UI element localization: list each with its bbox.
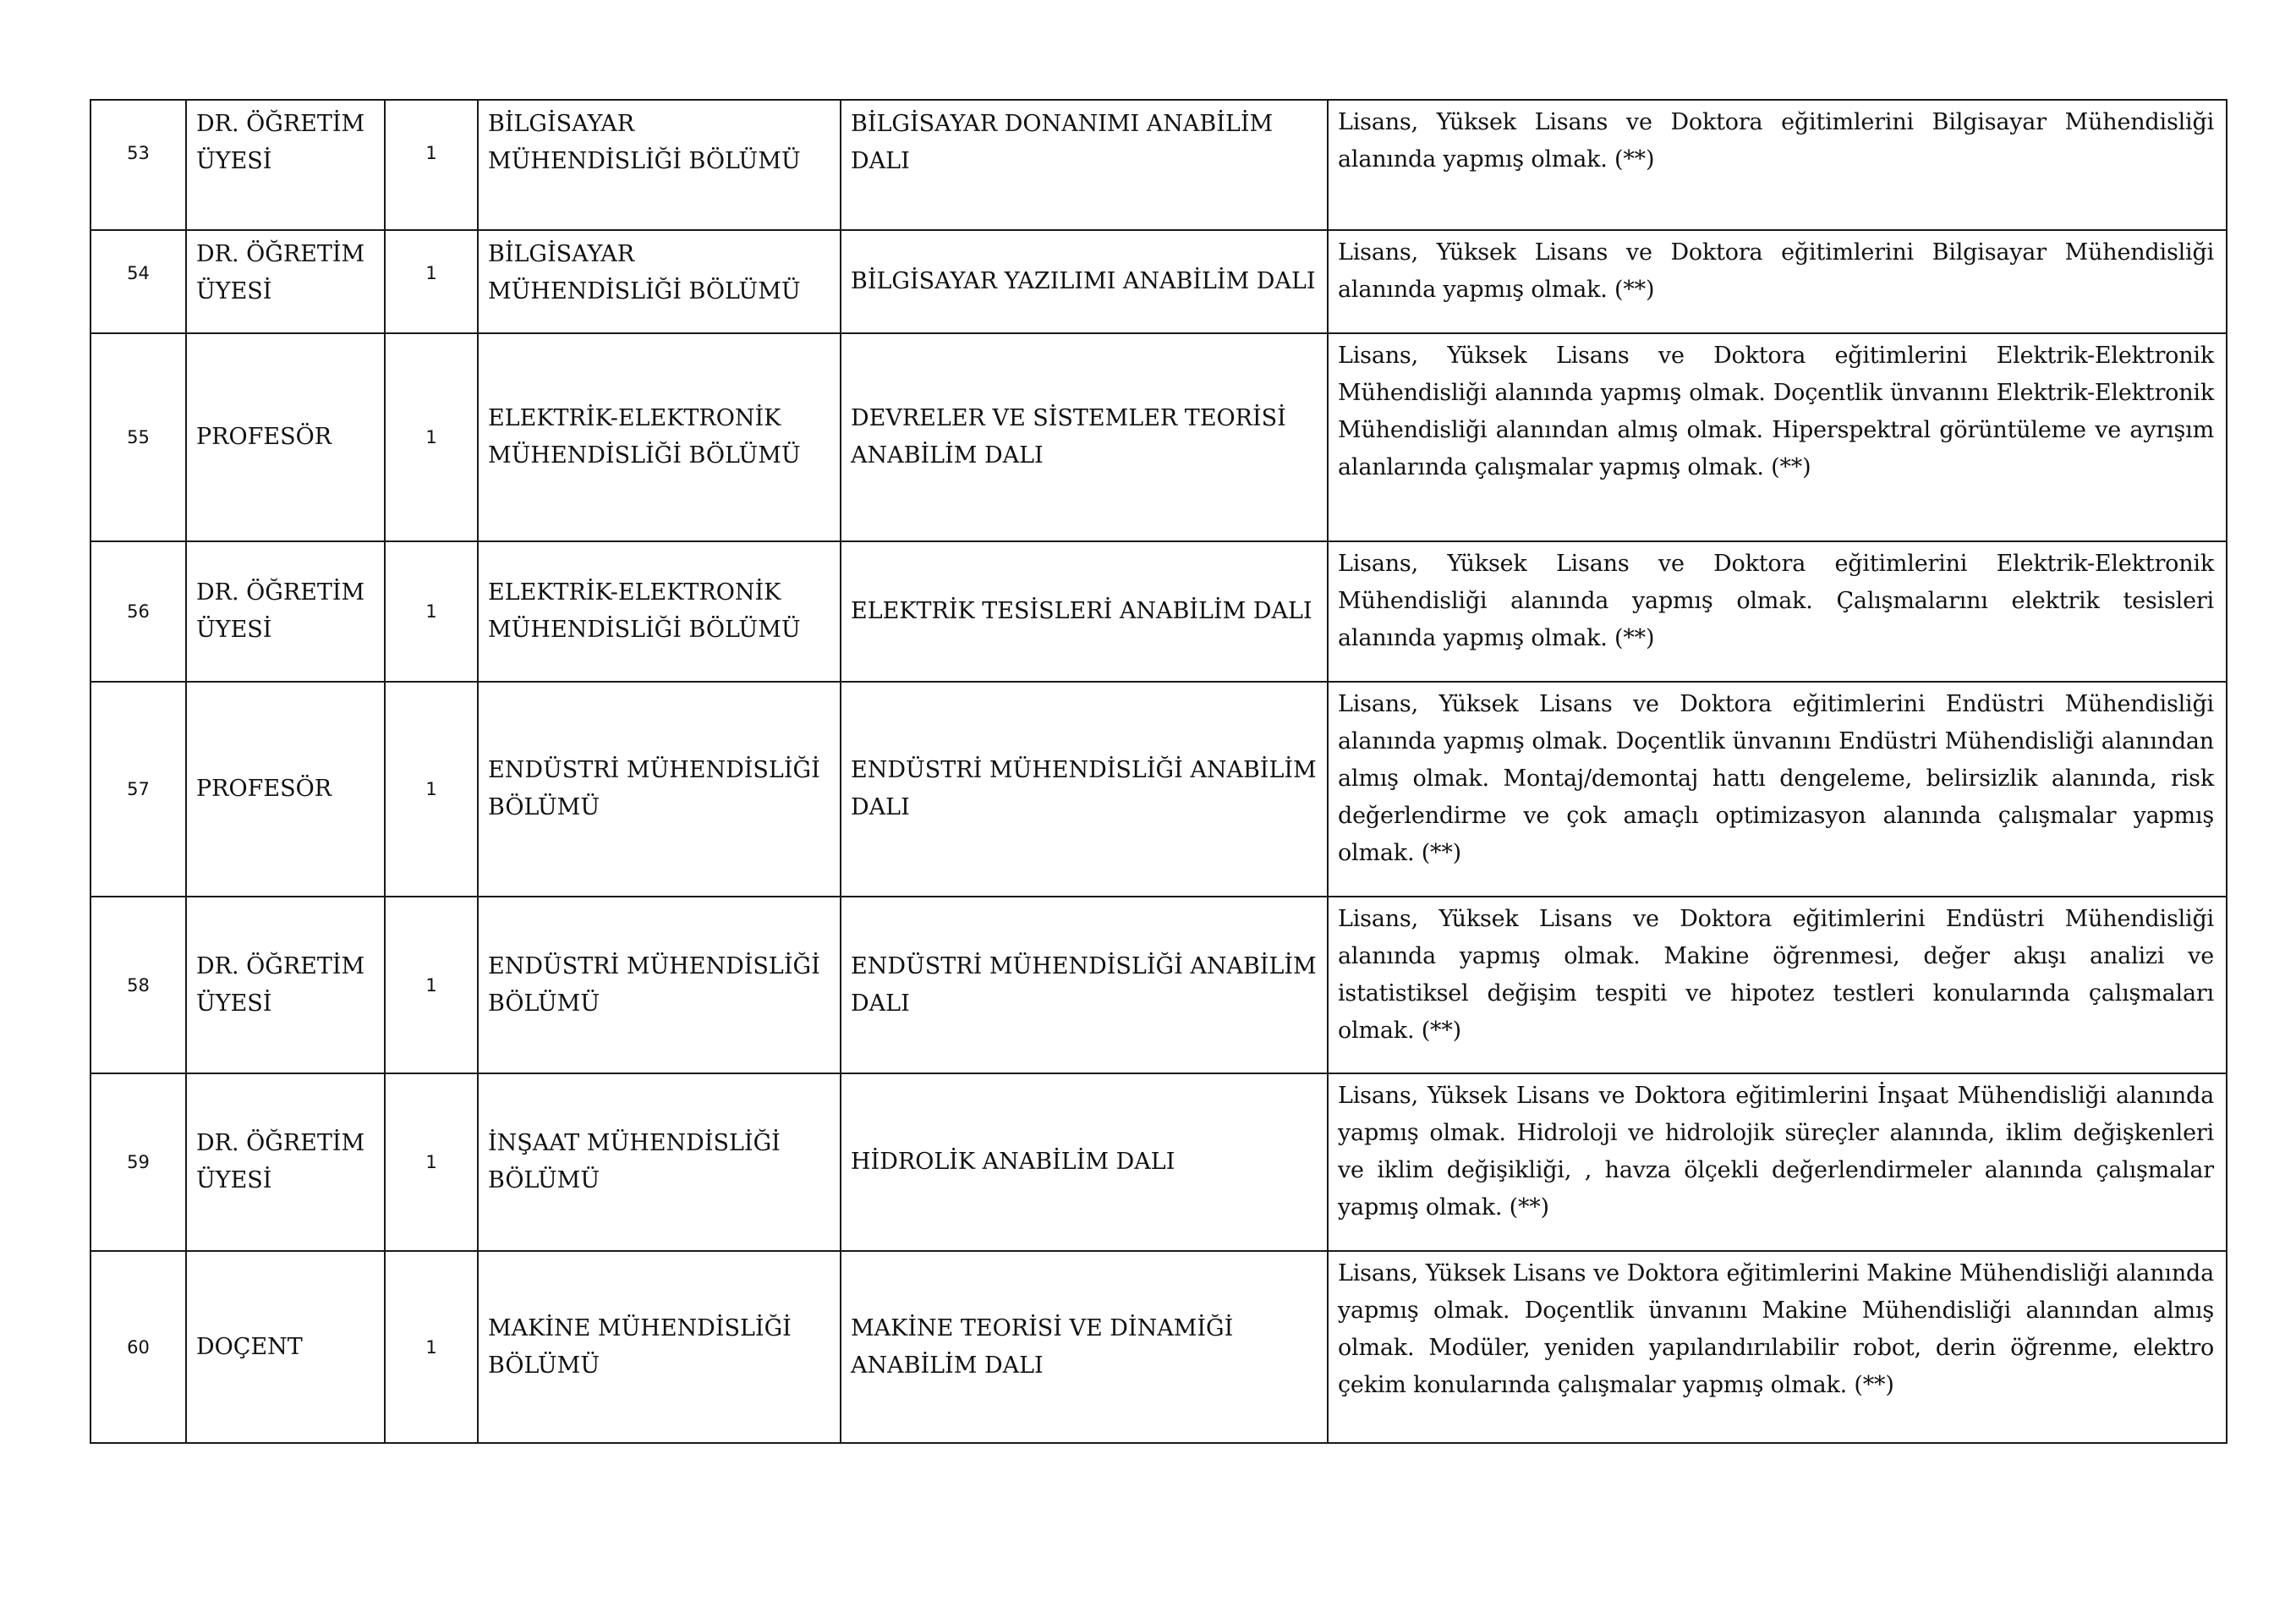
requirements-text: Lisans, Yüksek Lisans ve Doktora eğitimlerini Endüstri Mühendisliği alanında yapmış olmak. Doçentlik ünvanını Endüstri Mühendisliği alanından almış olmak. Montaj/demontaj hattı dengeleme, belirsizlik alanında, risk değerlendirme ve çok amaçlı optimizasyon alanında çalışmalar yapmış olmak. (**): [1328, 682, 2227, 897]
requirements-text: Lisans, Yüksek Lisans ve Doktora eğitimlerini İnşaat Mühendisliği alanında yapmış olmak. Hidroloji ve hidrolojik süreçler alanında, iklim değişkenleri ve iklim değişikliği, , havza ölçekli değerlendirmeler alanında çalışmalar yapmış olmak. (**): [1328, 1073, 2227, 1251]
department-name: ELEKTRİK-ELEKTRONİK MÜHENDİSLİĞİ BÖLÜMÜ: [478, 333, 841, 541]
positions-table: [90, 99, 2228, 1444]
department-name: BİLGİSAYAR MÜHENDİSLİĞİ BÖLÜMÜ: [478, 100, 841, 230]
position-title: DR. ÖĞRETİM ÜYESİ: [186, 897, 385, 1073]
division-name: DEVRELER VE SİSTEMLER TEORİSİ ANABİLİM DALI: [841, 333, 1328, 541]
row-number: 55: [90, 333, 186, 541]
requirements-text: Lisans, Yüksek Lisans ve Doktora eğitimlerini Bilgisayar Mühendisliği alanında yapmış olmak. (**): [1328, 100, 2227, 230]
row-number: 58: [90, 897, 186, 1073]
position-title: PROFESÖR: [186, 333, 385, 541]
table-row: [90, 333, 2227, 541]
row-number: 54: [90, 230, 186, 333]
position-title: DR. ÖĞRETİM ÜYESİ: [186, 230, 385, 333]
position-quantity: 1: [385, 1073, 478, 1251]
position-title: DR. ÖĞRETİM ÜYESİ: [186, 541, 385, 682]
table-row: [90, 541, 2227, 682]
row-number: 56: [90, 541, 186, 682]
row-number: 57: [90, 682, 186, 897]
division-name: MAKİNE TEORİSİ VE DİNAMİĞİ ANABİLİM DALI: [841, 1251, 1328, 1443]
table-row: [90, 682, 2227, 897]
table-row: [90, 1251, 2227, 1443]
position-title: PROFESÖR: [186, 682, 385, 897]
division-name: HİDROLİK ANABİLİM DALI: [841, 1073, 1328, 1251]
department-name: BİLGİSAYAR MÜHENDİSLİĞİ BÖLÜMÜ: [478, 230, 841, 333]
requirements-text: Lisans, Yüksek Lisans ve Doktora eğitimlerini Bilgisayar Mühendisliği alanında yapmış olmak. (**): [1328, 230, 2227, 333]
department-name: MAKİNE MÜHENDİSLİĞİ BÖLÜMÜ: [478, 1251, 841, 1443]
requirements-text: Lisans, Yüksek Lisans ve Doktora eğitimlerini Elektrik-Elektronik Mühendisliği alanında yapmış olmak. Çalışmalarını elektrik tesisleri alanında yapmış olmak. (**): [1328, 541, 2227, 682]
table-row: [90, 897, 2227, 1073]
row-number: 53: [90, 100, 186, 230]
division-name: BİLGİSAYAR YAZILIMI ANABİLİM DALI: [841, 230, 1328, 333]
position-quantity: 1: [385, 1251, 478, 1443]
position-title: DOÇENT: [186, 1251, 385, 1443]
division-name: ELEKTRİK TESİSLERİ ANABİLİM DALI: [841, 541, 1328, 682]
position-title: DR. ÖĞRETİM ÜYESİ: [186, 1073, 385, 1251]
position-quantity: 1: [385, 333, 478, 541]
position-quantity: 1: [385, 230, 478, 333]
department-name: ENDÜSTRİ MÜHENDİSLİĞİ BÖLÜMÜ: [478, 682, 841, 897]
requirements-text: Lisans, Yüksek Lisans ve Doktora eğitimlerini Endüstri Mühendisliği alanında yapmış olmak. Makine öğrenmesi, değer akışı analizi ve istatistiksel değişim tespiti ve hipotez testleri konularında çalışmaları olmak. (**): [1328, 897, 2227, 1073]
row-number: 59: [90, 1073, 186, 1251]
division-name: BİLGİSAYAR DONANIMI ANABİLİM DALI: [841, 100, 1328, 230]
position-title: DR. ÖĞRETİM ÜYESİ: [186, 100, 385, 230]
department-name: ELEKTRİK-ELEKTRONİK MÜHENDİSLİĞİ BÖLÜMÜ: [478, 541, 841, 682]
position-quantity: 1: [385, 541, 478, 682]
requirements-text: Lisans, Yüksek Lisans ve Doktora eğitimlerini Elektrik-Elektronik Mühendisliği alanında yapmış olmak. Doçentlik ünvanını Elektrik-Elektronik Mühendisliği alanından almış olmak. Hiperspektral görüntüleme ve ayrışım alanlarında çalışmalar yapmış olmak. (**): [1328, 333, 2227, 541]
table-row: [90, 1073, 2227, 1251]
requirements-text: Lisans, Yüksek Lisans ve Doktora eğitimlerini Makine Mühendisliği alanında yapmış olmak. Doçentlik ünvanını Makine Mühendisliği alanından almış olmak. Modüler, yeniden yapılandırılabilir robot, derin öğrenme, elektro çekim konularında çalışmalar yapmış olmak. (**): [1328, 1251, 2227, 1443]
position-quantity: 1: [385, 100, 478, 230]
row-number: 60: [90, 1251, 186, 1443]
table-row: [90, 100, 2227, 230]
division-name: ENDÜSTRİ MÜHENDİSLİĞİ ANABİLİM DALI: [841, 682, 1328, 897]
table-row: [90, 230, 2227, 333]
department-name: İNŞAAT MÜHENDİSLİĞİ BÖLÜMÜ: [478, 1073, 841, 1251]
position-quantity: 1: [385, 682, 478, 897]
division-name: ENDÜSTRİ MÜHENDİSLİĞİ ANABİLİM DALI: [841, 897, 1328, 1073]
department-name: ENDÜSTRİ MÜHENDİSLİĞİ BÖLÜMÜ: [478, 897, 841, 1073]
position-quantity: 1: [385, 897, 478, 1073]
